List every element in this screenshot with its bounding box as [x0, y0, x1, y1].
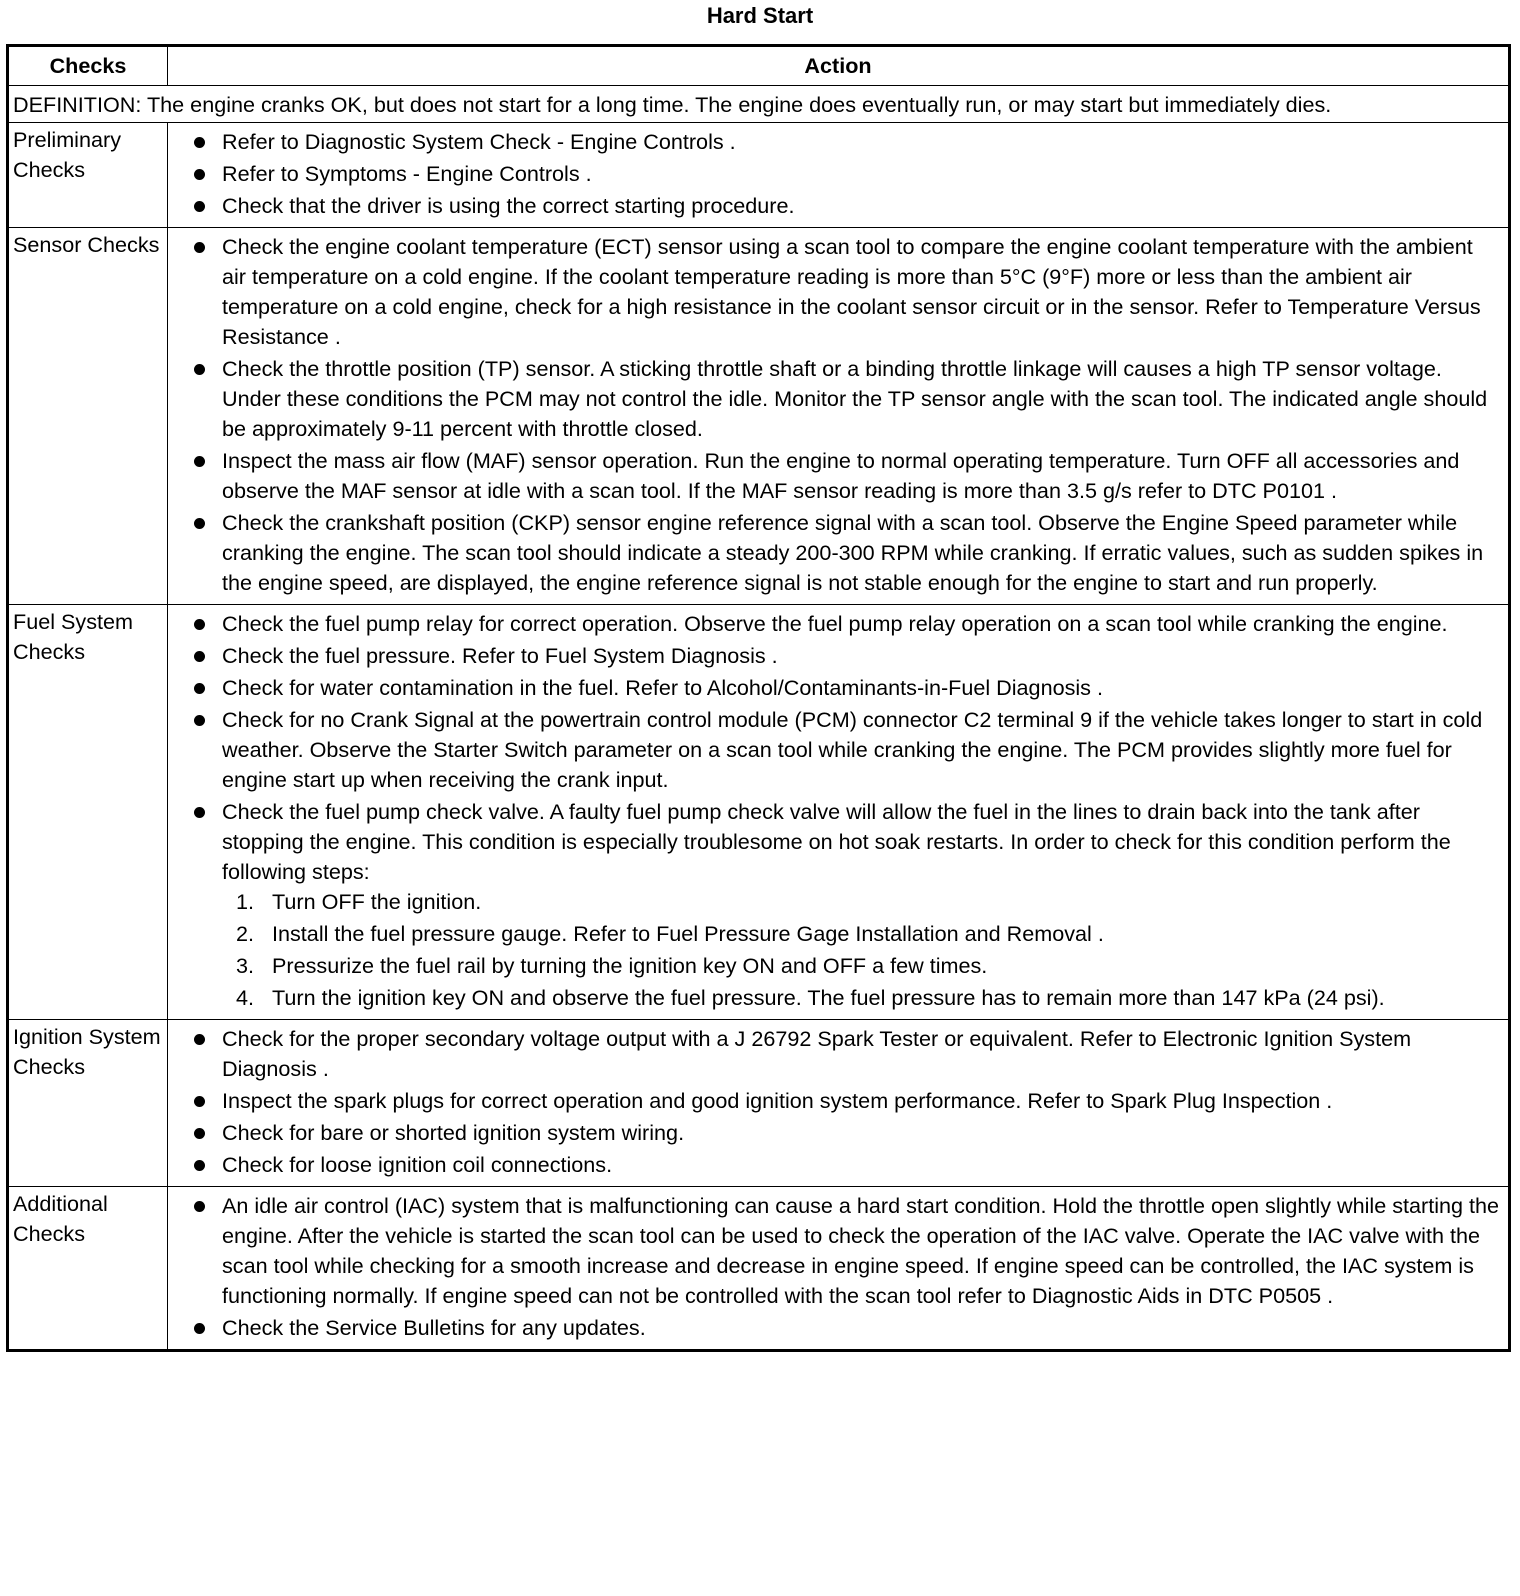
section-row-additional — [8, 1187, 1510, 1351]
list-item: Check that the driver is using the correct starting procedure. — [168, 191, 1502, 221]
section-actions — [168, 1020, 1510, 1187]
step-text: Turn OFF the ignition. — [272, 889, 482, 914]
list-item: Inspect the spark plugs for correct operation and good ignition system performance. Refer to Spark Plug Inspection . — [168, 1086, 1502, 1116]
document-title: Hard Start — [706, 3, 814, 28]
list-item: Check the Service Bulletins for any updates. — [168, 1313, 1502, 1343]
section-row-preliminary — [8, 123, 1510, 228]
list-item: Refer to Symptoms - Engine Controls . — [168, 159, 1502, 189]
bullet-list — [168, 127, 1502, 221]
list-item — [168, 797, 1502, 1013]
step-text: Turn the ignition key ON and observe the fuel pressure. The fuel pressure has to remain more than 147 kPa (24 psi). — [272, 985, 1385, 1010]
step-text: Pressurize the fuel rail by turning the ignition key ON and OFF a few times. — [272, 953, 988, 978]
list-item: Inspect the mass air flow (MAF) sensor operation. Run the engine to normal operating temperature. Turn OFF all accessories and observe the MAF sensor at idle with a scan tool. If the MAF sensor reading is more than 3.5 g/s refer to DTC P0101 . — [168, 446, 1502, 506]
section-label: Fuel System Checks — [8, 605, 168, 1020]
step-number: 4. — [236, 985, 255, 1010]
step-number: 3. — [236, 953, 255, 978]
section-label: Ignition System Checks — [8, 1020, 168, 1187]
action-column-header: Action — [168, 46, 1510, 86]
list-item: Refer to Diagnostic System Check - Engine Controls . — [168, 127, 1502, 157]
list-item: Check for loose ignition coil connections. — [168, 1150, 1502, 1180]
list-item: Check the fuel pump relay for correct operation. Observe the fuel pump relay operation on a scan tool while cranking the engine. — [168, 609, 1502, 639]
list-item: Check the crankshaft position (CKP) sensor engine reference signal with a scan tool. Observe the Engine Speed parameter while cranking the engine. The scan tool should indicate a steady 200-300 RPM while cranking. If erratic values, such as sudden spikes in the engine speed, are displayed, the engine reference signal is not stable enough for the engine to start and run properly. — [168, 508, 1502, 598]
bullet-list — [168, 232, 1502, 598]
hard-start-table — [6, 44, 1511, 1352]
bullet-list — [168, 1024, 1502, 1180]
step-item — [222, 983, 1502, 1013]
step-item — [222, 919, 1502, 949]
section-row-ignition-system — [8, 1020, 1510, 1187]
section-actions — [168, 1187, 1510, 1351]
step-item — [222, 887, 1502, 917]
section-row-fuel-system — [8, 605, 1510, 1020]
section-row-sensor — [8, 228, 1510, 605]
section-actions — [168, 605, 1510, 1020]
definition-row — [8, 86, 1510, 123]
step-number: 2. — [236, 921, 255, 946]
header-row — [8, 46, 1510, 86]
step-item — [222, 951, 1502, 981]
step-list — [222, 887, 1502, 1013]
checks-column-header: Checks — [8, 46, 168, 86]
bullet-list — [168, 1191, 1502, 1343]
section-actions — [168, 123, 1510, 228]
section-label: Additional Checks — [8, 1187, 168, 1351]
section-label: Preliminary Checks — [8, 123, 168, 228]
definition-text: DEFINITION: The engine cranks OK, but does not start for a long time. The engine does eventually run, or may start but immediately dies. — [8, 86, 1510, 123]
section-label: Sensor Checks — [8, 228, 168, 605]
list-item: An idle air control (IAC) system that is malfunctioning can cause a hard start condition. Hold the throttle open slightly while starting the engine. After the vehicle is started the scan tool can be used to check the operation of the IAC valve. Operate the IAC valve with the scan tool while checking for a smooth increase and decrease in engine speed. If engine speed can be controlled, the IAC system is functioning normally. If engine speed can not be controlled with the scan tool refer to Diagnostic Aids in DTC P0505 . — [168, 1191, 1502, 1311]
list-item: Check for water contamination in the fuel. Refer to Alcohol/Contaminants-in-Fuel Diagnosis . — [168, 673, 1502, 703]
step-text: Install the fuel pressure gauge. Refer to Fuel Pressure Gage Installation and Removal . — [272, 921, 1104, 946]
list-item: Check the fuel pressure. Refer to Fuel System Diagnosis . — [168, 641, 1502, 671]
bullet-list — [168, 609, 1502, 1013]
list-item: Check for the proper secondary voltage output with a J 26792 Spark Tester or equivalent. Refer to Electronic Ignition System Diagnosis . — [168, 1024, 1502, 1084]
step-number: 1. — [236, 889, 255, 914]
list-item-text: Check the fuel pump check valve. A faulty fuel pump check valve will allow the fuel in the lines to drain back into the tank after stopping the engine. This condition is especially troublesome on hot soak restarts. In order to check for this condition perform the following steps: — [222, 799, 1451, 884]
section-actions — [168, 228, 1510, 605]
list-item: Check for bare or shorted ignition system wiring. — [168, 1118, 1502, 1148]
list-item: Check the engine coolant temperature (ECT) sensor using a scan tool to compare the engine coolant temperature with the ambient air temperature on a cold engine. If the coolant temperature reading is more than 5°C (9°F) more or less than the ambient air temperature on a cold engine, check for a high resistance in the coolant sensor circuit or in the sensor. Refer to Temperature Versus Resistance . — [168, 232, 1502, 352]
list-item: Check for no Crank Signal at the powertrain control module (PCM) connector C2 terminal 9 if the vehicle takes longer to start in cold weather. Observe the Starter Switch parameter on a scan tool while cranking the engine. The PCM provides slightly more fuel for engine start up when receiving the crank input. — [168, 705, 1502, 795]
list-item: Check the throttle position (TP) sensor. A sticking throttle shaft or a binding throttle linkage will causes a high TP sensor voltage. Under these conditions the PCM may not control the idle. Monitor the TP sensor angle with the scan tool. The indicated angle should be approximately 9-11 percent with throttle closed. — [168, 354, 1502, 444]
